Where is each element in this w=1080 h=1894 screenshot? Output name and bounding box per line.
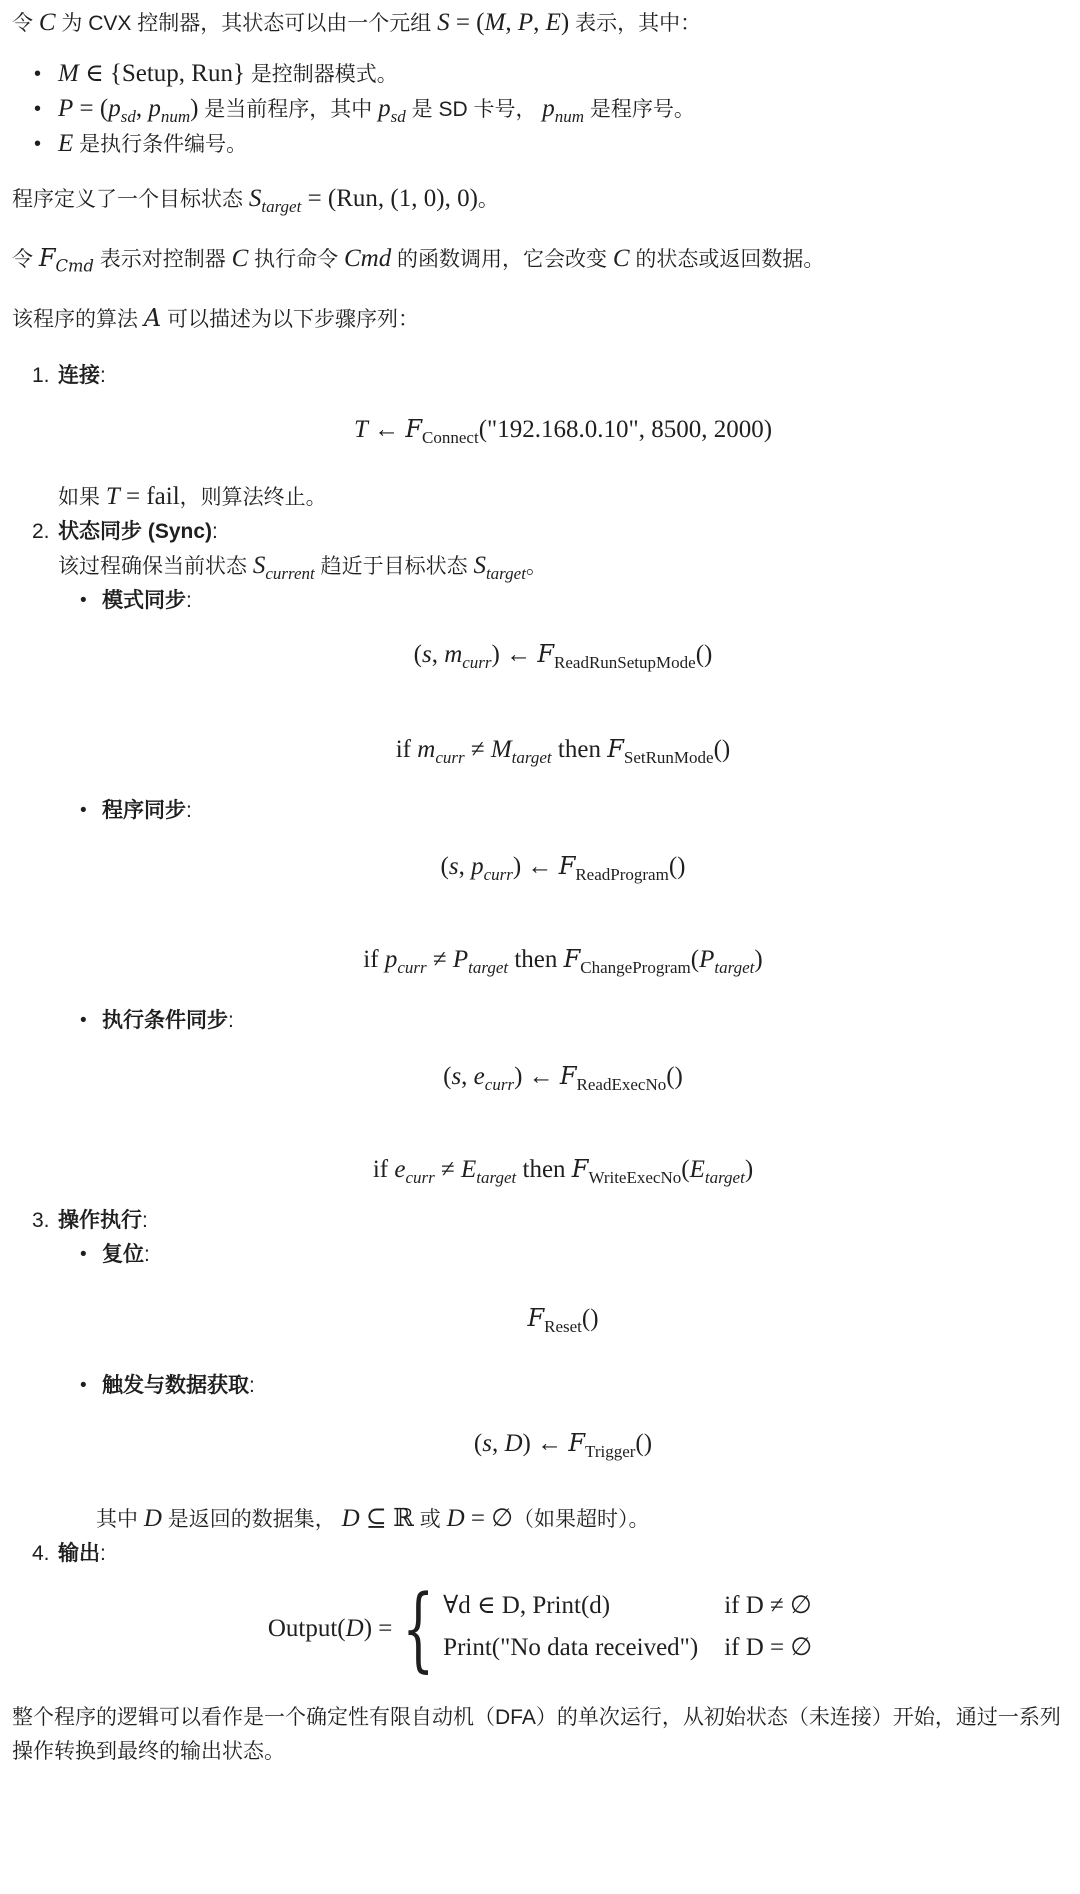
substep-trigger: • 触发与数据获取: (58, 1369, 1068, 1403)
step-note: 其中 D 是返回的数据集， D ⊆ ℝ 或 D = ∅（如果超时）。 (96, 1505, 650, 1532)
step-operation: 3. 操作执行: • 复位: $F_{Reset}()$ • 触发与数据获取: (s, D) ← $F_{Trigger}()$ 其中 D 是返回的数据集， D ⊆ ℝ 或 D = ∅（如果超时）。 (12, 1204, 1068, 1537)
step-title: 状态同步 (Sync) (58, 520, 213, 543)
intro-text-2: 为 CVX 控制器，其状态可以由一个元组 (61, 12, 432, 35)
equation-change-program: if $p_{curr} \ne P_{target}$ then $F_{ChangeProgram}(P_{target})$ (363, 945, 763, 977)
math-state-tuple: S = (M, P, E) (437, 9, 570, 36)
equation-connect: T ← $F_{Connect}("192.168.0.10$", 8500, 2000) (353, 415, 773, 447)
math-mode-set: M ∈ {Setup, Run} (58, 60, 245, 87)
step-description: 该过程确保当前状态 $S_{current}$ 趋近于目标状态 $S_{target}$。 (58, 552, 547, 583)
output-condition-1: if D ≠ ∅ (724, 1592, 812, 1619)
algorithm-paragraph: 该程序的算法 A 可以描述为以下步骤序列： (12, 304, 420, 332)
math-program-tuple: $P = (p_{sd}$, $p_{num}$) (58, 95, 199, 126)
state-components-list (12, 57, 1068, 162)
intro-text-1: 令 (12, 12, 33, 35)
equation-trigger: (s, D) ← $F_{Trigger}()$ (473, 1429, 653, 1461)
output-condition-2: if D = ∅ (724, 1634, 813, 1661)
equation-write-exec: if $e_{curr} \ne E_{target}$ then $F_{WriteExecNo}(E_{target})$ (372, 1155, 754, 1187)
list-item: • E 是执行条件编号。 (12, 127, 1068, 162)
equation-output: Output(D) = { ∀d ∈ D, Print(d) if D ≠ ∅ Print("No data received") if D = ∅ (267, 1575, 813, 1682)
equation-read-exec: (s, $e_{curr}$) ← $F_{ReadExecNo}()$ (443, 1062, 683, 1094)
target-state-paragraph: 程序定义了一个目标状态 $S_{target} = (Run$, (1, 0), 0)。 (12, 185, 499, 216)
equation-reset: $F_{Reset}()$ (527, 1304, 599, 1336)
step-title: 操作执行 (58, 1209, 142, 1232)
step-connect: 1. 连接: T ← $F_{Connect}("192.168.0.10$", 8500, 2000) 如果 T = fail，则算法终止。 (12, 359, 1068, 515)
step-note: 如果 T = fail，则算法终止。 (58, 483, 327, 510)
output-case-2: Print("No data received") (443, 1634, 699, 1661)
function-paragraph: 令 $F_{Cmd}$ 表示对控制器 C 执行命令 Cmd 的函数调用，它会改变 C 的状态或返回数据。 (12, 244, 825, 276)
step-sync: 2. 状态同步 (Sync): 该过程确保当前状态 $S_{current}$ 趋近于目标状态 $S_{target}$。 • 模式同步: (s, $m_{curr}$) ← $F_{ReadRunSetupMode}()$ if $m_{curr} \ne M_{target}$ then $F_{SetRunMode}()$ • 程序同步: (s, $p_{curr}$) ← $F_{ReadProgram}()$ if $p_{curr} \ne P_{target}$ then $F_{ChangeProgram}(P_{target})$ • 执行条件同步: (s, $e_{curr}$) ← $F_{ReadExecNo}()$ if $e_{curr} \ne E_{target}$ then $F_{WriteExecNo}(E_{target})$ (12, 515, 1068, 1190)
list-item: • $P = (p_{sd}$, $p_{num}$) 是当前程序，其中 $p_{sd}$ 是 SD 卡号， $p_{num}$ 是程序号。 (12, 92, 1068, 127)
math-target-state: $S_{target} = (Run$, (1, 0), 0) (248, 185, 478, 216)
substep-program-sync: • 程序同步: (58, 794, 1068, 828)
substep-mode-sync: • 模式同步: (58, 584, 1068, 618)
equation-set-mode: if $m_{curr} \ne M_{target}$ then $F_{SetRunMode}()$ (395, 735, 731, 767)
step-output: 4. 输出: Output(D) = { ∀d ∈ D, Print(d) if D ≠ ∅ Print("No data received") if D = ∅ (12, 1537, 1068, 1675)
math-c: C (38, 9, 56, 36)
substep-reset: • 复位: (58, 1238, 1068, 1272)
conclusion-paragraph: 整个程序的逻辑可以看作是一个确定性有限自动机（DFA）的单次运行，从初始状态（未连接）开始，通过一系列操作转换到最终的输出状态。 (12, 1706, 1061, 1763)
intro-paragraph (12, 6, 1068, 41)
list-item: • M ∈ {Setup, Run} 是控制器模式。 (12, 57, 1068, 92)
step-title: 输出 (58, 1542, 100, 1565)
substep-exec-sync: • 执行条件同步: (58, 1004, 1068, 1038)
output-case-1: ∀d ∈ D, Print(d) (443, 1592, 611, 1619)
step-title: 连接 (58, 364, 100, 387)
equation-read-mode: (s, $m_{curr}$) ← $F_{ReadRunSetupMode}()$ (413, 640, 713, 672)
intro-text-3: 表示，其中： (575, 12, 702, 35)
equation-read-program: (s, $p_{curr}$) ← $F_{ReadProgram}()$ (440, 852, 686, 884)
algorithm-steps (12, 359, 1068, 1682)
